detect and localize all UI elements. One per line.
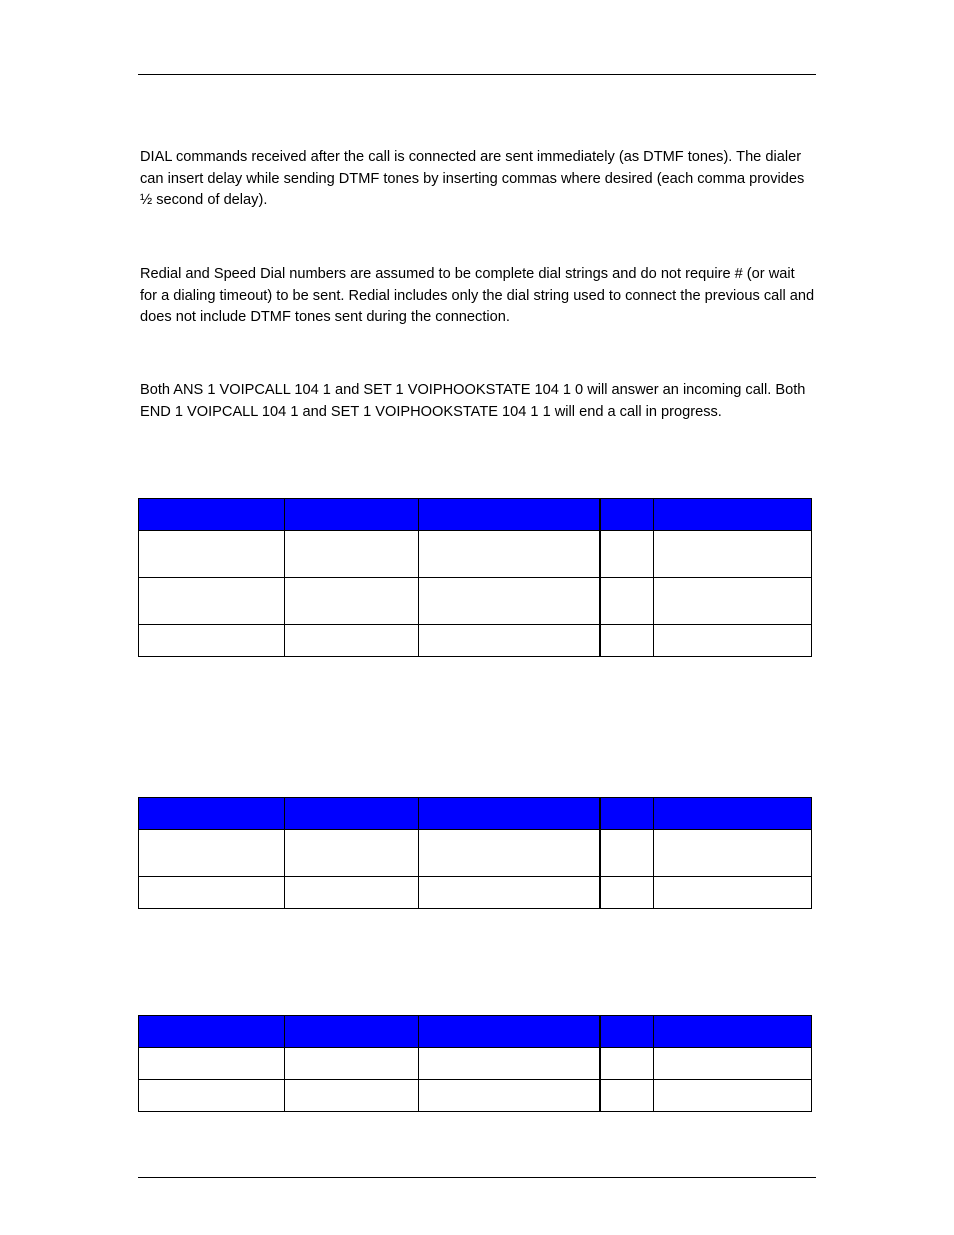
table-cell bbox=[654, 1048, 812, 1080]
paragraph-redial-speed-dial: Redial and Speed Dial numbers are assumed to be complete dial strings and do not require # (or wait for a dialing timeout) to be sent. Redial includes only the dial string used to connect the previous call and does not include DTMF tones sent during the connection. bbox=[140, 266, 815, 325]
table-cell bbox=[600, 625, 654, 657]
table-header-row bbox=[139, 499, 812, 531]
table-cell bbox=[285, 1080, 419, 1112]
table-cell bbox=[600, 1080, 654, 1112]
table-header-cell bbox=[139, 798, 285, 830]
table-row bbox=[139, 578, 812, 625]
table-cell bbox=[139, 625, 285, 657]
table-cell bbox=[285, 578, 419, 625]
table-header-cell bbox=[654, 499, 812, 531]
table-cell bbox=[654, 578, 812, 625]
table-cell bbox=[600, 877, 654, 909]
table-cell bbox=[419, 625, 600, 657]
table-cell bbox=[139, 830, 285, 877]
table-cell bbox=[654, 625, 812, 657]
table-cell bbox=[600, 830, 654, 877]
table-cell bbox=[654, 531, 812, 578]
table-cell bbox=[139, 578, 285, 625]
table-cell bbox=[419, 531, 600, 578]
table-header-cell bbox=[139, 1016, 285, 1048]
paragraph-answer-end-call: Both ANS 1 VOIPCALL 104 1 and SET 1 VOIPHOOKSTATE 104 1 0 will answer an incoming call. Both END 1 VOIPCALL 104 1 and SET 1 VOIPHOOKSTATE 104 1 1 will end a call in progress. bbox=[140, 382, 806, 420]
table-row bbox=[139, 877, 812, 909]
command-table-3 bbox=[138, 1015, 812, 1112]
table-cell bbox=[285, 877, 419, 909]
table-header-cell bbox=[419, 1016, 600, 1048]
table-header-cell bbox=[419, 798, 600, 830]
table-cell bbox=[285, 625, 419, 657]
table-cell bbox=[654, 1080, 812, 1112]
table-row bbox=[139, 1048, 812, 1080]
table-cell bbox=[419, 1080, 600, 1112]
table-cell bbox=[285, 1048, 419, 1080]
command-table-1 bbox=[138, 498, 812, 657]
table-cell bbox=[419, 877, 600, 909]
table-cell bbox=[139, 877, 285, 909]
table-cell bbox=[139, 531, 285, 578]
table-header-cell bbox=[600, 1016, 654, 1048]
table-cell bbox=[285, 531, 419, 578]
table-cell bbox=[654, 877, 812, 909]
table-header-cell bbox=[419, 499, 600, 531]
table-row bbox=[139, 531, 812, 578]
table-cell bbox=[139, 1048, 285, 1080]
table-cell bbox=[139, 1080, 285, 1112]
table-header-cell bbox=[600, 499, 654, 531]
table-cell bbox=[419, 830, 600, 877]
table-cell bbox=[419, 1048, 600, 1080]
table-cell bbox=[600, 1048, 654, 1080]
table-header-row bbox=[139, 1016, 812, 1048]
table-cell bbox=[600, 578, 654, 625]
table-cell bbox=[654, 830, 812, 877]
command-table-2 bbox=[138, 797, 812, 909]
table-header-cell bbox=[654, 1016, 812, 1048]
table-cell bbox=[419, 578, 600, 625]
header-rule bbox=[138, 74, 816, 75]
table-header-cell bbox=[139, 499, 285, 531]
table-header-row bbox=[139, 798, 812, 830]
table-header-cell bbox=[285, 1016, 419, 1048]
table-row bbox=[139, 1080, 812, 1112]
paragraph-dial-commands: DIAL commands received after the call is connected are sent immediately (as DTMF tones). The dialer can insert delay while sending DTMF tones by inserting commas where desired (each comma provides ½ second of delay). bbox=[140, 149, 805, 208]
table-cell bbox=[285, 830, 419, 877]
table-header-cell bbox=[654, 798, 812, 830]
table-header-cell bbox=[600, 798, 654, 830]
table-cell bbox=[600, 531, 654, 578]
table-row bbox=[139, 830, 812, 877]
table-header-cell bbox=[285, 499, 419, 531]
footer-rule bbox=[138, 1177, 816, 1178]
table-row bbox=[139, 625, 812, 657]
table-header-cell bbox=[285, 798, 419, 830]
